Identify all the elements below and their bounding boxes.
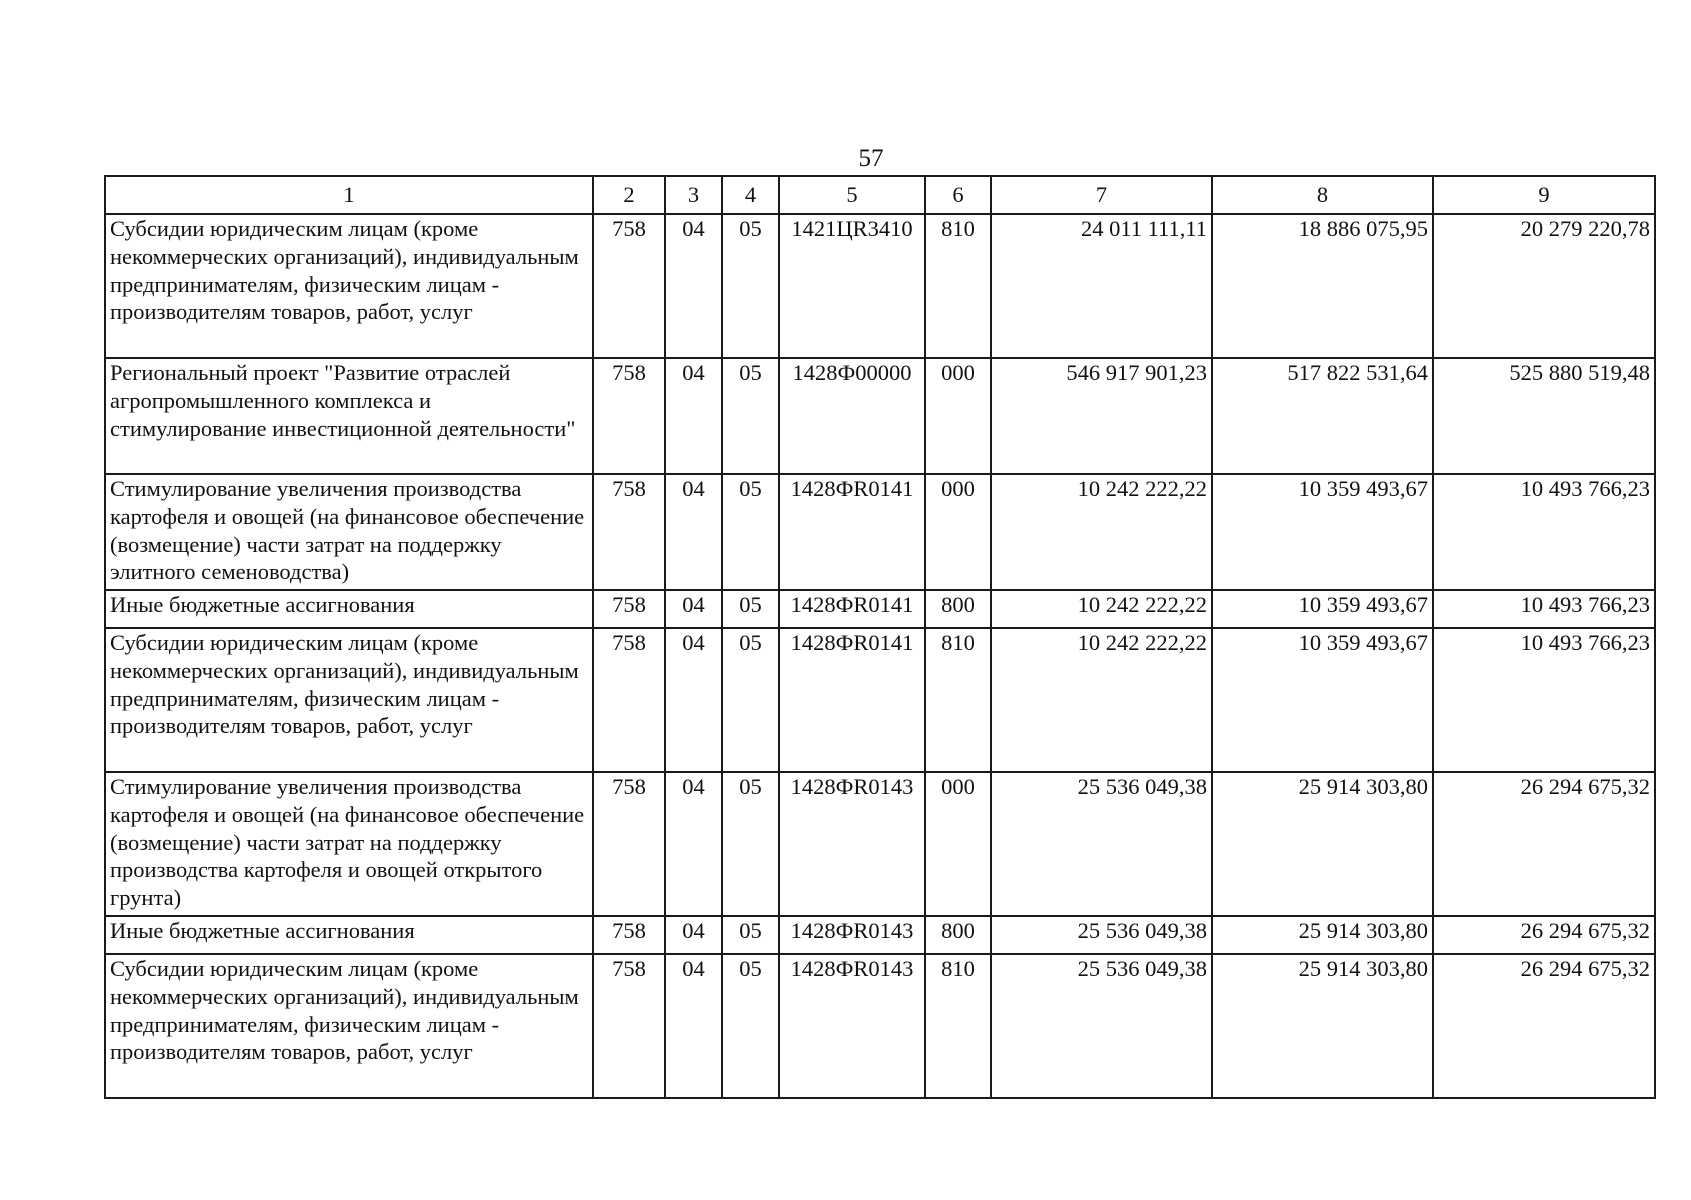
row-code: 05: [722, 590, 779, 628]
row-amount: 18 886 075,95: [1212, 214, 1433, 358]
row-code: 1428ФR0141: [779, 474, 925, 590]
row-code: 04: [665, 214, 722, 358]
table-row: [105, 474, 1655, 590]
row-amount: 10 493 766,23: [1433, 474, 1655, 590]
row-amount: 26 294 675,32: [1433, 916, 1655, 954]
row-code: 000: [925, 358, 991, 474]
row-amount: 525 880 519,48: [1433, 358, 1655, 474]
row-code: 04: [665, 590, 722, 628]
row-code: 1428Ф00000: [779, 358, 925, 474]
row-amount: 10 359 493,67: [1212, 590, 1433, 628]
row-code: 758: [593, 954, 665, 1098]
header-cell: 4: [722, 176, 779, 214]
row-amount: 10 242 222,22: [991, 474, 1212, 590]
row-code: 1428ФR0143: [779, 916, 925, 954]
row-amount: 10 493 766,23: [1433, 628, 1655, 772]
row-code: 758: [593, 590, 665, 628]
row-code: 05: [722, 916, 779, 954]
header-cell: 3: [665, 176, 722, 214]
row-code: 05: [722, 772, 779, 916]
row-code: 04: [665, 628, 722, 772]
row-code: 05: [722, 474, 779, 590]
row-amount: 25 914 303,80: [1212, 954, 1433, 1098]
header-cell: 8: [1212, 176, 1433, 214]
table-row: [105, 628, 1655, 772]
row-code: 758: [593, 916, 665, 954]
row-amount: 25 536 049,38: [991, 916, 1212, 954]
row-code: 000: [925, 772, 991, 916]
row-code: 810: [925, 214, 991, 358]
row-name: Иные бюджетные ассигнования: [105, 916, 593, 954]
table-row: [105, 954, 1655, 1098]
table-row: [105, 772, 1655, 916]
row-name: Субсидии юридическим лицам (кроме некоммерческих организаций), индивидуальным предпринимателям, физическим лицам - производителям товаров, работ, услуг: [105, 214, 593, 358]
row-code: 1428ФR0141: [779, 628, 925, 772]
page-number: 57: [858, 145, 884, 172]
row-code: 05: [722, 954, 779, 1098]
row-code: 758: [593, 772, 665, 916]
row-code: 758: [593, 214, 665, 358]
header-row: [105, 176, 1655, 214]
row-code: 758: [593, 358, 665, 474]
row-amount: 10 359 493,67: [1212, 628, 1433, 772]
header-cell: 2: [593, 176, 665, 214]
row-name: Региональный проект "Развитие отраслей агропромышленного комплекса и стимулирование инвестиционной деятельности": [105, 358, 593, 474]
row-code: 04: [665, 916, 722, 954]
row-code: 1421ЦR3410: [779, 214, 925, 358]
row-code: 1428ФR0143: [779, 772, 925, 916]
row-code: 810: [925, 954, 991, 1098]
row-amount: 25 914 303,80: [1212, 916, 1433, 954]
row-amount: 25 536 049,38: [991, 772, 1212, 916]
row-code: 05: [722, 628, 779, 772]
table-row: [105, 358, 1655, 474]
row-code: 04: [665, 772, 722, 916]
row-name: Стимулирование увеличения производства картофеля и овощей (на финансовое обеспечение (возмещение) части затрат на поддержку элитного семеноводства): [105, 474, 593, 590]
row-amount: 546 917 901,23: [991, 358, 1212, 474]
row-code: 800: [925, 590, 991, 628]
row-code: 758: [593, 474, 665, 590]
row-amount: 10 242 222,22: [991, 628, 1212, 772]
row-code: 04: [665, 954, 722, 1098]
row-amount: 26 294 675,32: [1433, 954, 1655, 1098]
row-amount: 24 011 111,11: [991, 214, 1212, 358]
row-code: 758: [593, 628, 665, 772]
row-code: 04: [665, 358, 722, 474]
row-code: 05: [722, 214, 779, 358]
row-code: 810: [925, 628, 991, 772]
header-cell: 9: [1433, 176, 1655, 214]
table-row: [105, 590, 1655, 628]
row-amount: 10 242 222,22: [991, 590, 1212, 628]
table-row: [105, 916, 1655, 954]
row-amount: 10 493 766,23: [1433, 590, 1655, 628]
row-code: 1428ФR0141: [779, 590, 925, 628]
row-name: Субсидии юридическим лицам (кроме некоммерческих организаций), индивидуальным предпринимателям, физическим лицам - производителям товаров, работ, услуг: [105, 628, 593, 772]
table-row: [105, 214, 1655, 358]
row-amount: 517 822 531,64: [1212, 358, 1433, 474]
row-code: 000: [925, 474, 991, 590]
row-amount: 26 294 675,32: [1433, 772, 1655, 916]
row-name: Субсидии юридическим лицам (кроме некоммерческих организаций), индивидуальным предпринимателям, физическим лицам - производителям товаров, работ, услуг: [105, 954, 593, 1098]
row-code: 800: [925, 916, 991, 954]
row-amount: 25 536 049,38: [991, 954, 1212, 1098]
header-cell: 6: [925, 176, 991, 214]
row-code: 05: [722, 358, 779, 474]
row-code: 1428ФR0143: [779, 954, 925, 1098]
budget-table: [104, 175, 1656, 1099]
row-name: Иные бюджетные ассигнования: [105, 590, 593, 628]
header-cell: 1: [105, 176, 593, 214]
row-amount: 25 914 303,80: [1212, 772, 1433, 916]
row-amount: 10 359 493,67: [1212, 474, 1433, 590]
row-code: 04: [665, 474, 722, 590]
row-name: Стимулирование увеличения производства картофеля и овощей (на финансовое обеспечение (возмещение) части затрат на поддержку производства картофеля и овощей открытого грунта): [105, 772, 593, 916]
header-cell: 5: [779, 176, 925, 214]
row-amount: 20 279 220,78: [1433, 214, 1655, 358]
header-cell: 7: [991, 176, 1212, 214]
